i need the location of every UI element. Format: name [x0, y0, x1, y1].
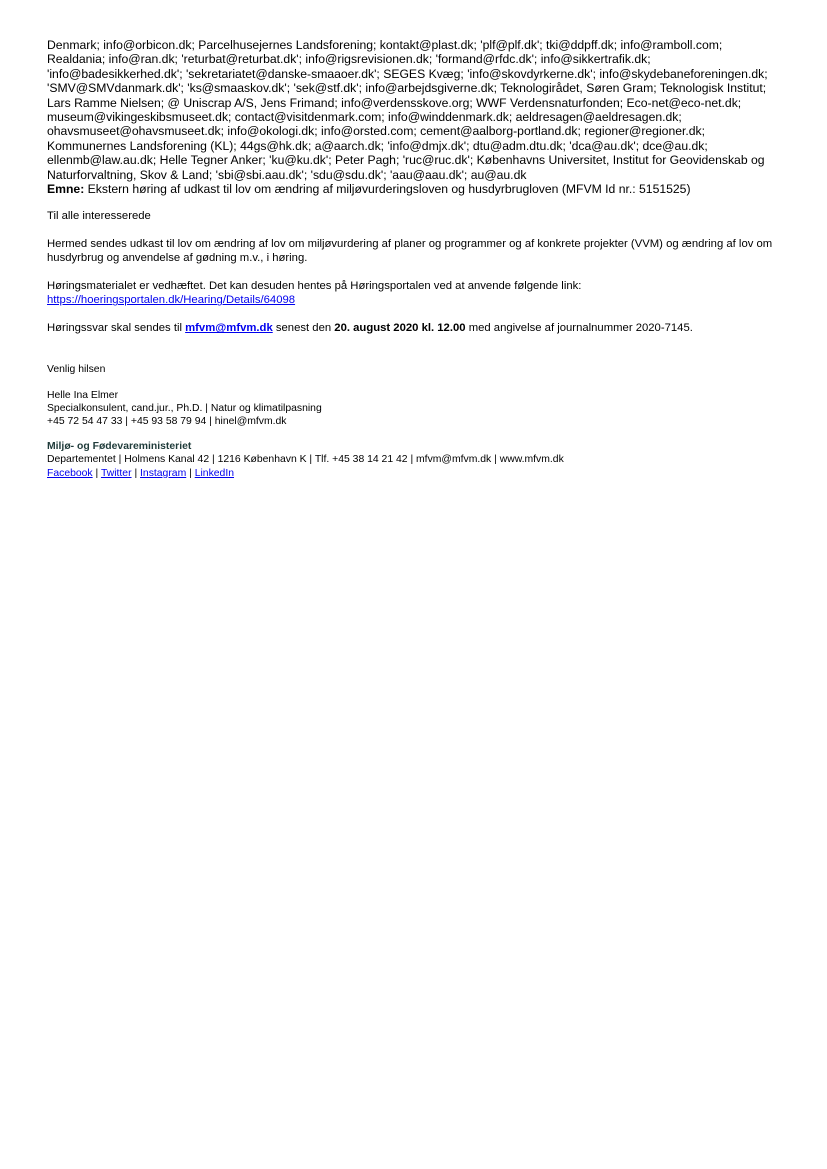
- recipients-block: [47, 38, 787, 196]
- body-paragraph-2: [47, 279, 787, 307]
- body-paragraph-3-pre: Høringssvar skal sendes til: [47, 322, 182, 335]
- twitter-link[interactable]: Twitter: [100, 467, 132, 479]
- signature-phones: +45 72 54 47 33 | +45 93 58 79 94 | hinel@mfvm.dk: [47, 416, 287, 428]
- signature-name: Helle Ina Elmer: [47, 389, 119, 401]
- ministry-name: Miljø- og Fødevareministeriet: [47, 441, 192, 453]
- body-paragraph-3-mid: senest den: [275, 322, 332, 335]
- subject-line: [47, 182, 787, 196]
- social-links: [47, 467, 787, 480]
- body-paragraph-3-post: med angivelse af journalnummer 2020-7145.: [468, 322, 693, 335]
- email-document: [47, 38, 787, 480]
- recipients-line: Denmark; info@orbicon.dk; Parcelhusejernes Landsforening; kontakt@plast.dk; 'plf@plf.dk'; tki@ddpff.dk; info@ramboll.com;: [47, 38, 723, 52]
- recipients-line: Naturforvaltning, Skov & Land; 'sbi@sbi.aau.dk'; 'sdu@sdu.dk'; 'aau@aau.dk'; au@au.dk: [47, 167, 527, 182]
- body-paragraph-2-text: Høringsmaterialet er vedhæftet. Det kan desuden hentes på Høringsportalen ved at anvende følgende link:: [47, 280, 582, 293]
- separator: |: [95, 467, 99, 479]
- subject-text: Ekstern høring af udkast til lov om ændring af miljøvurderingsloven og husdyrbrugloven (MFVM Id nr.: 5151525): [87, 182, 691, 197]
- body-paragraph-3: [47, 321, 787, 335]
- recipients-line: ellenmb@law.au.dk; Helle Tegner Anker; 'ku@ku.dk'; Peter Pagh; 'ruc@ruc.dk'; Københavns Universitet, Institut for Geovidenskab og: [47, 153, 765, 168]
- recipients-line: Lars Ramme Nielsen; @ Uniscrap A/S, Jens Frimand; info@verdensskove.org; WWF Verdensnaturfonden; Eco-net@eco-net.dk;: [47, 95, 742, 110]
- linkedin-link[interactable]: LinkedIn: [194, 467, 235, 479]
- recipients-line: Realdania; info@ran.dk; 'returbat@returbat.dk'; info@rigsrevisionen.dk; 'formand@rfdc.dk'; info@sikkertrafik.dk;: [47, 52, 651, 67]
- recipients-line: museum@vikingeskibsmuseet.dk; contact@visitdenmark.com; info@winddenmark.dk; aeldresagen@aeldresagen.dk;: [47, 110, 682, 125]
- separator: |: [189, 467, 192, 479]
- separator: |: [134, 467, 138, 479]
- recipients-line: Kommunernes Landsforening (KL); 44gs@hk.dk; a@aarch.dk; 'info@dmjx.dk'; dtu@adm.dtu.dk; 'dca@au.dk'; dce@au.dk;: [47, 138, 708, 153]
- facebook-link[interactable]: Facebook: [47, 467, 93, 479]
- recipients-line: 'SMV@SMVdanmark.dk'; 'ks@smaaskov.dk'; 'sek@stf.dk'; info@arbejdsgiverne.dk; Teknologirådet, Søren Gram; Teknologisk Institut;: [47, 81, 767, 96]
- ministry-address: Departementet | Holmens Kanal 42 | 1216 København K | Tlf. +45 38 14 21 42 | mfvm@mfvm.dk | www.mfvm.dk: [47, 454, 564, 466]
- hearing-portal-link[interactable]: https://hoeringsportalen.dk/Hearing/Details/64098: [47, 294, 296, 307]
- instagram-link[interactable]: Instagram: [140, 467, 187, 479]
- greeting: Til alle interesserede: [47, 210, 151, 223]
- response-email-link[interactable]: mfvm@mfvm.dk: [185, 322, 273, 335]
- closing: Venlig hilsen: [47, 364, 106, 376]
- signature-title: Specialkonsulent, cand.jur., Ph.D. | Natur og klimatilpasning: [47, 402, 322, 414]
- subject-label: Emne:: [47, 182, 85, 197]
- deadline: 20. august 2020 kl. 12.00: [334, 322, 466, 335]
- recipients-line: ohavsmuseet@ohavsmuseet.dk; info@okologi.dk; info@orsted.com; cement@aalborg-portland.dk; regioner@regioner.dk;: [47, 124, 706, 139]
- body-paragraph-1: Hermed sendes udkast til lov om ændring af lov om miljøvurdering af planer og programmer og af konkrete projekter (VVM) og ændring af lov om husdyrbrug og anvendelse af gødning m.v., i høring.: [47, 238, 773, 265]
- recipients-line: 'info@badesikkerhed.dk'; 'sekretariatet@danske-smaaoer.dk'; SEGES Kvæg; 'info@skovdyrkerne.dk'; info@skydebaneforeningen.dk;: [47, 66, 768, 81]
